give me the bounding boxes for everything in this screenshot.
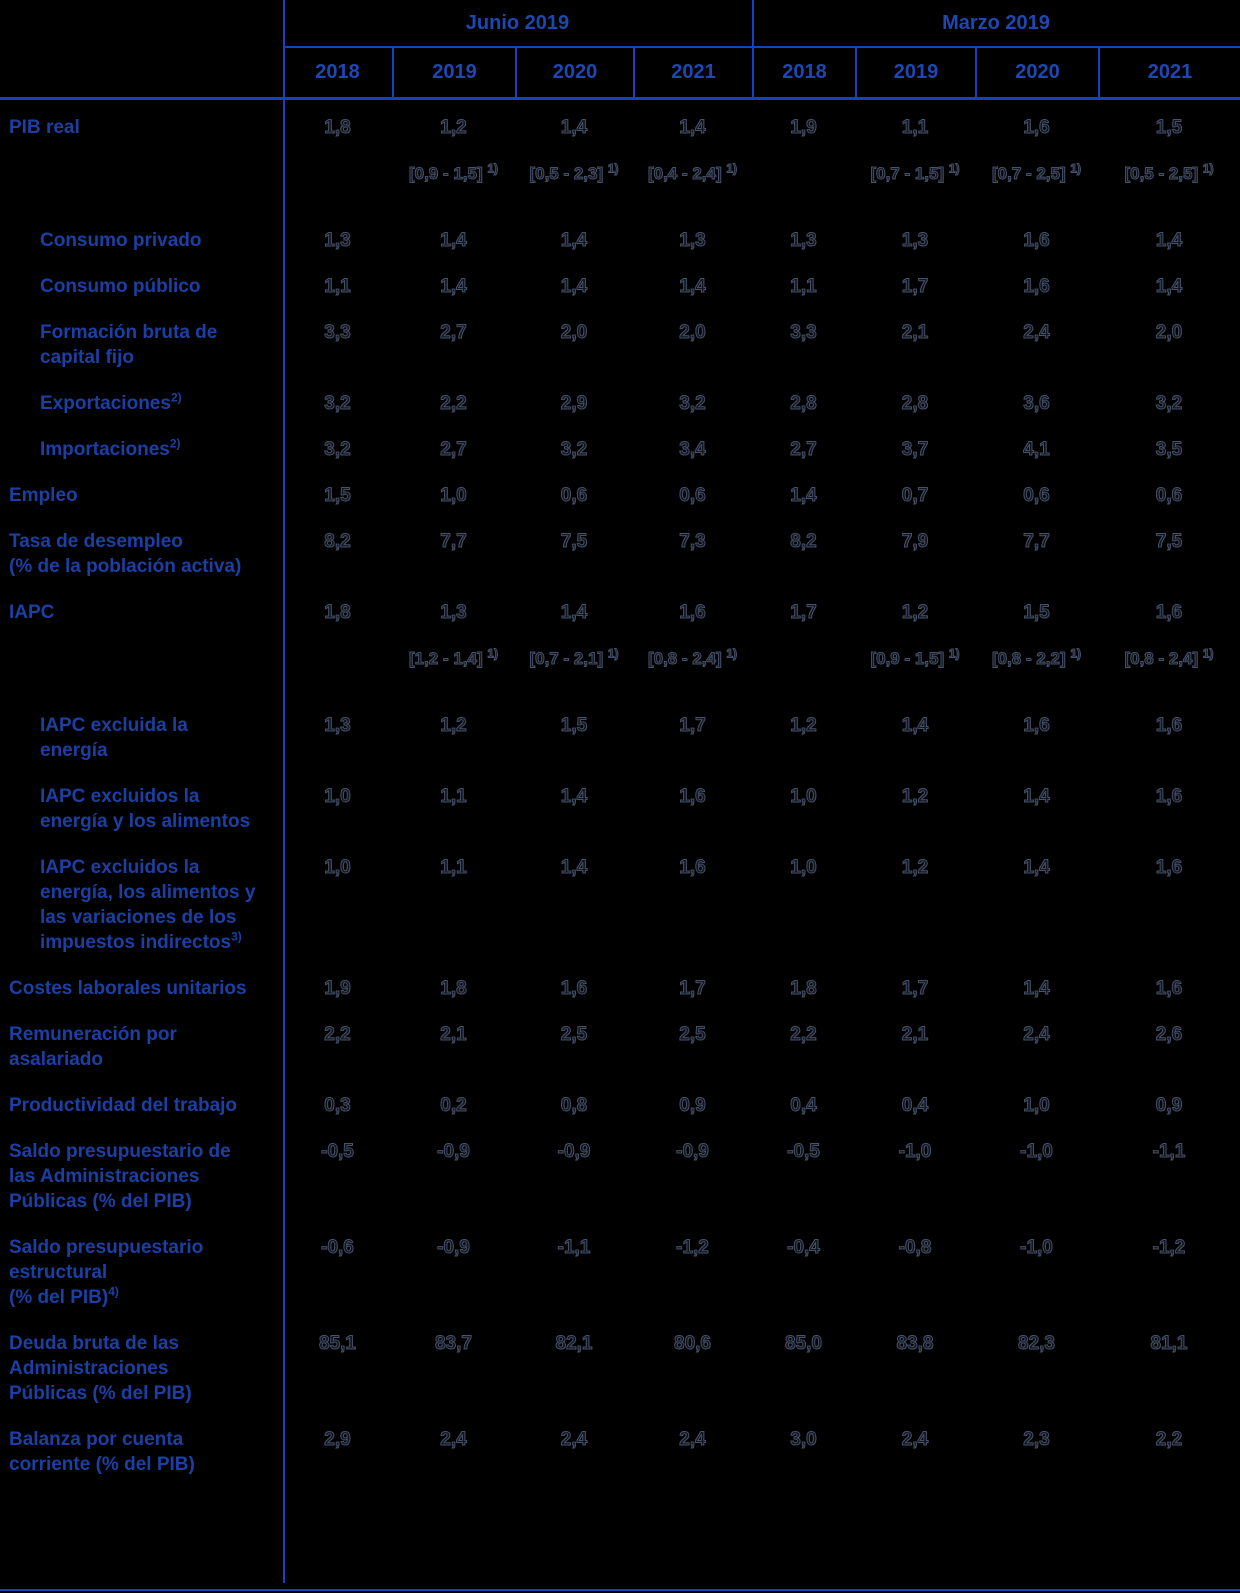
row-data <box>283 274 1240 299</box>
value-line <box>283 784 1240 809</box>
row-data <box>283 1139 1240 1164</box>
table-row <box>0 274 1240 299</box>
value-cell: 2,4 <box>901 1429 929 1450</box>
row-label: Importaciones$^{2)}$ <box>40 436 181 460</box>
range-cell: [0,8 - 2,4] $^{1)}$ <box>1124 646 1214 668</box>
value-cell: 1,4 <box>679 117 706 138</box>
value-cell: 82,1 <box>555 1333 593 1354</box>
row-data <box>283 115 1240 186</box>
value-line <box>283 274 1240 299</box>
value-cell: -1,2 <box>1152 1237 1186 1258</box>
year-header-2021: 2021 <box>633 48 752 97</box>
value-cell: 1,8 <box>324 602 351 623</box>
value-cell: 3,7 <box>901 439 929 460</box>
range-cell: [0,8 - 2,4] $^{1)}$ <box>647 646 738 668</box>
value-cell: -1,0 <box>898 1141 932 1162</box>
value-cell: 1,3 <box>901 230 929 251</box>
value-line <box>283 855 1240 880</box>
row-label: Remuneración por asalariado <box>9 1024 177 1070</box>
value-cell: 83,8 <box>896 1333 934 1354</box>
value-cell: 1,0 <box>790 786 817 807</box>
year-header-2020: 2020 <box>975 48 1098 97</box>
range-cell: [0,7 - 2,1] $^{1)}$ <box>529 646 619 668</box>
range-cell: [0,5 - 2,5] $^{1)}$ <box>1124 161 1214 183</box>
row-label: Empleo <box>9 485 78 506</box>
range-cell: [0,9 - 1,5] $^{1)}$ <box>408 161 499 183</box>
value-cell: 1,7 <box>901 276 929 297</box>
value-cell: 1,3 <box>679 230 706 251</box>
value-cell: 2,7 <box>440 322 467 343</box>
row-label: Balanza por cuenta corriente (% del PIB) <box>9 1429 195 1475</box>
value-cell: 8,2 <box>324 531 351 552</box>
value-cell: 1,0 <box>324 786 351 807</box>
table-row <box>0 976 1240 1001</box>
row-data <box>283 1022 1240 1047</box>
value-cell: 1,5 <box>560 715 588 736</box>
range-footnote-marker: 1) <box>607 646 619 661</box>
value-cell: 1,4 <box>1155 230 1183 251</box>
value-cell: 3,3 <box>324 322 351 343</box>
value-cell: 0,6 <box>1023 485 1050 506</box>
value-cell: 1,3 <box>440 602 467 623</box>
value-cell: 1,2 <box>901 602 929 623</box>
table-row <box>0 437 1240 462</box>
range-footnote-marker: 1) <box>1202 161 1214 176</box>
row-data <box>283 228 1240 253</box>
value-cell: 0,4 <box>901 1095 929 1116</box>
row-data <box>283 1427 1240 1452</box>
table-row <box>0 784 1240 834</box>
range-cell: [0,4 - 2,4] $^{1)}$ <box>647 161 738 183</box>
value-cell: 1,8 <box>324 117 351 138</box>
value-cell: -1,1 <box>1152 1141 1186 1162</box>
value-cell: 1,3 <box>790 230 817 251</box>
value-cell: 1,4 <box>1023 978 1050 999</box>
row-label: Consumo público <box>40 276 201 297</box>
value-cell: 1,4 <box>1023 786 1050 807</box>
value-cell: 2,4 <box>440 1429 467 1450</box>
value-line <box>283 1235 1240 1260</box>
value-cell: 1,4 <box>1155 276 1183 297</box>
value-cell: 1,4 <box>560 857 588 878</box>
value-cell: 2,0 <box>679 322 706 343</box>
value-cell: -1,2 <box>676 1237 709 1258</box>
value-cell: 1,6 <box>560 978 588 999</box>
value-cell: 2,5 <box>679 1024 706 1045</box>
column-group-marzo-2019: Marzo 2019 <box>942 11 1050 34</box>
value-cell: 1,0 <box>1023 1095 1050 1116</box>
row-data <box>283 1331 1240 1356</box>
value-cell: 3,5 <box>1155 439 1183 460</box>
value-cell: 1,5 <box>1155 117 1183 138</box>
value-cell: 3,6 <box>1023 393 1050 414</box>
value-cell: 1,6 <box>679 786 706 807</box>
value-line <box>283 1139 1240 1164</box>
value-cell: 1,8 <box>440 978 467 999</box>
value-line <box>283 228 1240 253</box>
range-footnote-marker: 1) <box>1070 161 1082 176</box>
value-cell: 1,5 <box>1023 602 1050 623</box>
value-cell: 4,1 <box>1023 439 1050 460</box>
value-cell: 1,8 <box>790 978 817 999</box>
range-footnote-marker: 1) <box>487 161 499 176</box>
row-label: IAPC excluidos la energía y los alimentos <box>40 786 251 832</box>
range-cell <box>283 647 392 671</box>
row-label: Productividad del trabajo <box>9 1095 238 1116</box>
value-cell: 1,4 <box>1023 857 1050 878</box>
value-cell: 7,7 <box>440 531 467 552</box>
value-cell: -1,0 <box>1020 1141 1053 1162</box>
value-cell: 1,6 <box>1023 715 1050 736</box>
value-cell: 2,5 <box>560 1024 588 1045</box>
table-row <box>0 855 1240 955</box>
value-cell: 1,6 <box>1023 117 1050 138</box>
value-cell: 1,6 <box>1023 276 1050 297</box>
range-cell: [1,2 - 1,4] $^{1)}$ <box>408 646 499 668</box>
range-footnote-marker: 1) <box>948 161 960 176</box>
table-bottom-border <box>0 1589 1240 1591</box>
value-line <box>283 320 1240 345</box>
range-cell: [0,8 - 2,2] $^{1)}$ <box>991 646 1082 668</box>
value-cell: 1,0 <box>790 857 817 878</box>
value-cell: 2,6 <box>1155 1024 1183 1045</box>
row-label: Tasa de desempleo (% de la población activa) <box>9 531 242 577</box>
table-body <box>0 100 1240 1498</box>
value-cell: 2,2 <box>1155 1429 1183 1450</box>
value-cell: 1,4 <box>560 786 588 807</box>
value-line <box>283 1022 1240 1047</box>
row-data <box>283 976 1240 1001</box>
value-cell: 0,8 <box>560 1095 588 1116</box>
value-cell: 0,4 <box>790 1095 817 1116</box>
table-row <box>0 1331 1240 1406</box>
value-cell: 1,0 <box>324 857 351 878</box>
value-cell: 1,4 <box>560 276 588 297</box>
row-data <box>283 600 1240 671</box>
value-cell: 1,3 <box>324 230 351 251</box>
value-cell: 1,6 <box>1155 602 1183 623</box>
value-cell: -0,9 <box>676 1141 709 1162</box>
value-cell: 1,6 <box>1155 786 1183 807</box>
value-cell: 2,1 <box>440 1024 467 1045</box>
range-line <box>283 647 1240 671</box>
value-cell: 2,4 <box>679 1429 706 1450</box>
value-cell: 85,1 <box>319 1333 356 1354</box>
value-cell: 3,0 <box>790 1429 817 1450</box>
value-line <box>283 483 1240 508</box>
value-cell: 1,7 <box>790 602 817 623</box>
row-data <box>283 391 1240 416</box>
range-footnote-marker: 1) <box>607 161 619 176</box>
label-footnote-marker: 3) <box>231 929 242 944</box>
value-line <box>283 529 1240 554</box>
value-cell: 2,0 <box>1155 322 1183 343</box>
year-header-2021: 2021 <box>1098 48 1240 97</box>
range-footnote-marker: 1) <box>1202 646 1214 661</box>
table-row <box>0 228 1240 253</box>
range-cell: [0,7 - 2,5] $^{1)}$ <box>991 161 1082 183</box>
value-cell: 3,4 <box>679 439 706 460</box>
value-cell: -1,0 <box>1020 1237 1053 1258</box>
value-line <box>283 1093 1240 1118</box>
table-row <box>0 1022 1240 1072</box>
value-cell: 1,4 <box>440 276 467 297</box>
range-cell: [0,7 - 1,5] $^{1)}$ <box>870 161 960 183</box>
value-cell: 1,3 <box>324 715 351 736</box>
value-cell: 2,9 <box>560 393 588 414</box>
value-cell: 2,2 <box>440 393 467 414</box>
value-cell: 1,4 <box>560 602 588 623</box>
value-cell: 1,1 <box>790 276 817 297</box>
label-footnote-marker: 2) <box>169 436 181 451</box>
value-cell: -1,1 <box>557 1237 591 1258</box>
value-cell: 0,3 <box>324 1095 351 1116</box>
table-row <box>0 1427 1240 1477</box>
row-data <box>283 437 1240 462</box>
range-cell <box>283 162 392 186</box>
value-cell: -0,6 <box>321 1237 354 1258</box>
table-row <box>0 115 1240 186</box>
row-label: Consumo privado <box>40 230 202 251</box>
row-data <box>283 483 1240 508</box>
row-label: Costes laborales unitarios <box>9 978 247 999</box>
value-cell: 2,9 <box>324 1429 351 1450</box>
value-cell: 1,0 <box>440 485 467 506</box>
value-cell: 1,9 <box>790 117 817 138</box>
year-header-2020: 2020 <box>515 48 633 97</box>
value-line <box>283 391 1240 416</box>
value-cell: 82,3 <box>1018 1333 1055 1354</box>
range-cell <box>752 647 855 671</box>
year-header-2018: 2018 <box>752 48 855 97</box>
value-cell: 7,9 <box>901 531 929 552</box>
value-cell: 2,8 <box>790 393 817 414</box>
value-cell: 2,3 <box>1023 1429 1050 1450</box>
row-label: IAPC excluidos la energía, los alimentos y las variaciones de los impuestos indirectos$^{3)}$ <box>40 857 256 953</box>
table-row <box>0 529 1240 579</box>
value-cell: 1,7 <box>679 978 706 999</box>
table-row <box>0 1235 1240 1310</box>
table-row <box>0 1093 1240 1118</box>
column-group-junio-2019: Junio 2019 <box>465 11 570 34</box>
value-line <box>283 976 1240 1001</box>
range-cell <box>752 162 855 186</box>
value-cell: 3,3 <box>790 322 817 343</box>
range-cell: [0,9 - 1,5] $^{1)}$ <box>870 646 960 668</box>
value-cell: 2,4 <box>1023 1024 1050 1045</box>
value-cell: 1,2 <box>440 117 467 138</box>
value-cell: 2,4 <box>1023 322 1050 343</box>
value-cell: 1,4 <box>560 230 588 251</box>
table-row <box>0 713 1240 763</box>
value-cell: 1,9 <box>324 978 351 999</box>
table-row <box>0 391 1240 416</box>
value-cell: -0,8 <box>898 1237 932 1258</box>
row-data <box>283 784 1240 809</box>
row-label: PIB real <box>9 117 80 138</box>
value-cell: 2,2 <box>790 1024 817 1045</box>
value-cell: 7,5 <box>560 531 588 552</box>
value-cell: 83,7 <box>435 1333 472 1354</box>
value-line <box>283 600 1240 625</box>
value-cell: -0,9 <box>437 1237 470 1258</box>
row-label: Formación bruta de capital fijo <box>40 322 218 368</box>
value-cell: 2,0 <box>560 322 588 343</box>
row-data <box>283 320 1240 345</box>
range-footnote-marker: 1) <box>726 161 738 176</box>
value-cell: 1,5 <box>324 485 351 506</box>
value-cell: 2,8 <box>901 393 929 414</box>
row-data <box>283 529 1240 554</box>
value-cell: 1,6 <box>1155 715 1183 736</box>
range-footnote-marker: 1) <box>1070 646 1082 661</box>
value-cell: 3,2 <box>324 393 351 414</box>
value-cell: 2,2 <box>324 1024 351 1045</box>
row-label: IAPC <box>9 602 55 623</box>
range-footnote-marker: 1) <box>726 646 738 661</box>
value-line <box>283 1331 1240 1356</box>
range-footnote-marker: 1) <box>487 646 499 661</box>
value-cell: -0,5 <box>787 1141 820 1162</box>
value-cell: 0,6 <box>560 485 588 506</box>
range-footnote-marker: 1) <box>948 646 960 661</box>
value-cell: 1,1 <box>901 117 929 138</box>
value-cell: 3,2 <box>324 439 351 460</box>
value-cell: 8,2 <box>790 531 817 552</box>
value-cell: 1,4 <box>440 230 467 251</box>
value-cell: -0,4 <box>787 1237 820 1258</box>
value-cell: 80,6 <box>674 1333 711 1354</box>
value-line <box>283 1427 1240 1452</box>
table-row <box>0 1139 1240 1214</box>
row-label: Deuda bruta de las Administraciones Públicas (% del PIB) <box>9 1333 192 1404</box>
label-footnote-marker: 4) <box>108 1284 119 1299</box>
value-cell: 1,2 <box>440 715 467 736</box>
year-header-2019: 2019 <box>392 48 515 97</box>
value-cell: 0,9 <box>1155 1095 1183 1116</box>
row-data <box>283 1235 1240 1260</box>
value-cell: 85,0 <box>785 1333 822 1354</box>
value-cell: 3,2 <box>679 393 706 414</box>
value-cell: 1,2 <box>901 857 929 878</box>
row-data <box>283 713 1240 738</box>
value-cell: 81,1 <box>1150 1333 1188 1354</box>
value-cell: 0,2 <box>440 1095 467 1116</box>
value-cell: 7,3 <box>679 531 706 552</box>
value-cell: 2,1 <box>901 322 929 343</box>
table-row <box>0 320 1240 370</box>
table-row <box>0 600 1240 671</box>
value-cell: -0,5 <box>321 1141 354 1162</box>
year-header-2019: 2019 <box>855 48 975 97</box>
value-cell: 1,4 <box>679 276 706 297</box>
value-cell: 2,4 <box>560 1429 588 1450</box>
row-label: Exportaciones$^{2)}$ <box>40 390 182 414</box>
value-cell: 1,6 <box>679 857 706 878</box>
value-cell: 1,6 <box>679 602 706 623</box>
value-cell: 1,4 <box>560 117 588 138</box>
value-cell: 1,6 <box>1155 857 1183 878</box>
value-line <box>283 713 1240 738</box>
value-cell: 2,1 <box>901 1024 929 1045</box>
value-cell: 1,4 <box>901 715 929 736</box>
value-cell: 1,4 <box>790 485 817 506</box>
value-cell: 1,6 <box>1023 230 1050 251</box>
value-cell: 0,9 <box>679 1095 706 1116</box>
group-header-row <box>283 0 1240 46</box>
row-label: IAPC excluida la energía <box>40 715 188 761</box>
value-cell: 1,2 <box>790 715 817 736</box>
value-cell: -0,9 <box>557 1141 591 1162</box>
table-row <box>0 483 1240 508</box>
range-line <box>283 162 1240 186</box>
range-cell: [0,5 - 2,3] $^{1)}$ <box>529 161 619 183</box>
row-label: Saldo presupuestario estructural (% del PIB)$^{4)}$ <box>9 1237 204 1308</box>
value-cell: 1,1 <box>440 857 467 878</box>
row-data <box>283 855 1240 880</box>
year-header-row <box>283 48 1240 97</box>
value-line <box>283 115 1240 140</box>
value-cell: 1,1 <box>324 276 351 297</box>
value-cell: 1,1 <box>440 786 467 807</box>
value-cell: 3,2 <box>1155 393 1183 414</box>
value-cell: 1,2 <box>901 786 929 807</box>
row-label: Saldo presupuestario de las Administraciones Públicas (% del PIB) <box>9 1141 231 1212</box>
value-cell: 3,2 <box>560 439 588 460</box>
value-cell: 1,6 <box>1155 978 1183 999</box>
value-cell: 2,7 <box>790 439 817 460</box>
row-data <box>283 1093 1240 1118</box>
value-cell: 7,7 <box>1023 531 1050 552</box>
year-header-2018: 2018 <box>315 61 360 83</box>
value-cell: 1,7 <box>901 978 929 999</box>
value-cell: 0,6 <box>1155 485 1183 506</box>
value-cell: 1,7 <box>679 715 706 736</box>
value-cell: -0,9 <box>437 1141 470 1162</box>
value-line <box>283 437 1240 462</box>
label-footnote-marker: 2) <box>170 390 182 405</box>
value-cell: 0,6 <box>679 485 706 506</box>
value-cell: 0,7 <box>901 485 929 506</box>
value-cell: 2,7 <box>440 439 467 460</box>
value-cell: 7,5 <box>1155 531 1183 552</box>
